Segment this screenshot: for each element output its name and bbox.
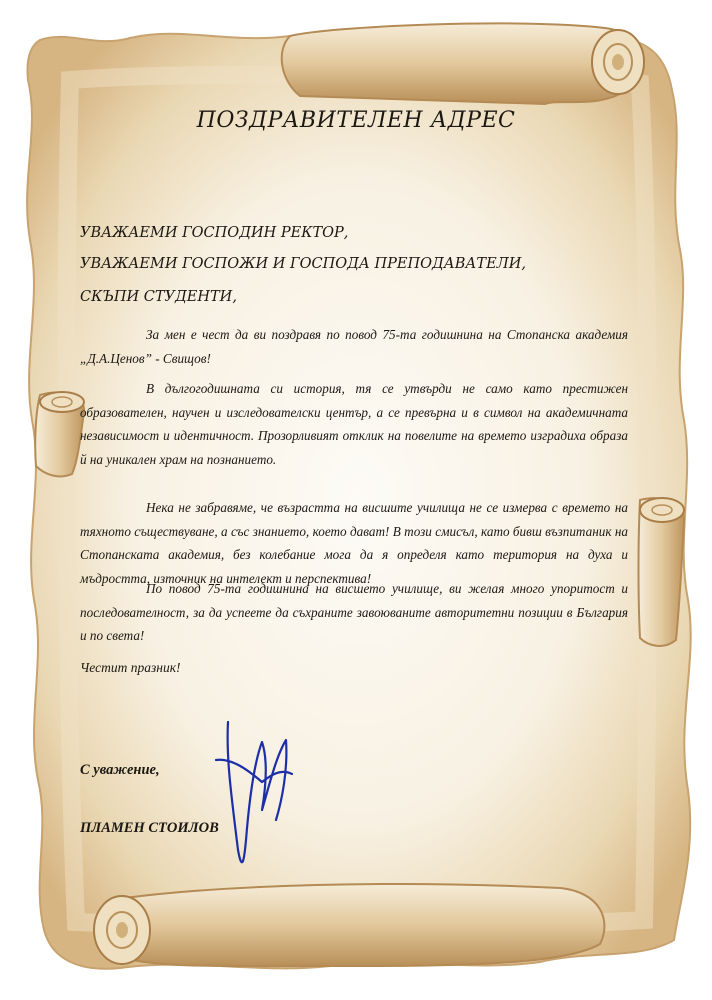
paragraph-age <box>80 496 628 590</box>
paragraph-wishes-text: По повод 75-та годишнина на висшето училище, ви желая много упоритост и последователност, за да успеете да съхраните завоюваните авторитетни позиции в България и по света! <box>80 581 628 643</box>
top-scroll-roll <box>282 23 644 104</box>
greeting-students: СКЪПИ СТУДЕНТИ, <box>80 289 237 305</box>
regards-label: С уважение, <box>80 762 160 778</box>
paragraph-wishes <box>80 577 628 648</box>
signatory-name: ПЛАМЕН СТОИЛОВ <box>80 820 219 836</box>
paragraph-honor-text: За мен е чест да ви поздравя по повод 75-та годишнина на Стопанска академия „Д.А.Ценов” - Свищов! <box>80 327 628 366</box>
bottom-scroll-roll <box>94 884 604 966</box>
document-title: ПОЗДРАВИТЕЛЕН АДРЕС <box>196 108 516 133</box>
closing-wish: Честит празник! <box>80 660 181 675</box>
paragraph-honor <box>80 323 628 370</box>
paragraph-history-text: В дългогодишната си история, тя се утвърди не само като престижен образователен, научен и изследователски център, а се превърна и в символ на академичната независимост и идентичност. Прозорливият отклик на повелите на времето изградиха образа й на уникален храм на познанието. <box>80 381 628 467</box>
right-scroll-roll <box>639 498 685 646</box>
paragraph-age-text: Нека не забравяме, че възрастта на висшите училища не се измерва с времето на тяхното съществуване, а със знанието, което дават! В този смисъл, като бивш възпитаник на Стопанската академия, без колебание мога да я определя като територия на духа и мъдростта, източник на интелект и перспектива! <box>80 500 628 586</box>
greeting-teachers: УВАЖАЕМИ ГОСПОЖИ И ГОСПОДА ПРЕПОДАВАТЕЛИ, <box>80 256 527 272</box>
paragraph-history <box>80 377 628 471</box>
greeting-rector: УВАЖАЕМИ ГОСПОДИН РЕКТОР, <box>80 225 349 241</box>
